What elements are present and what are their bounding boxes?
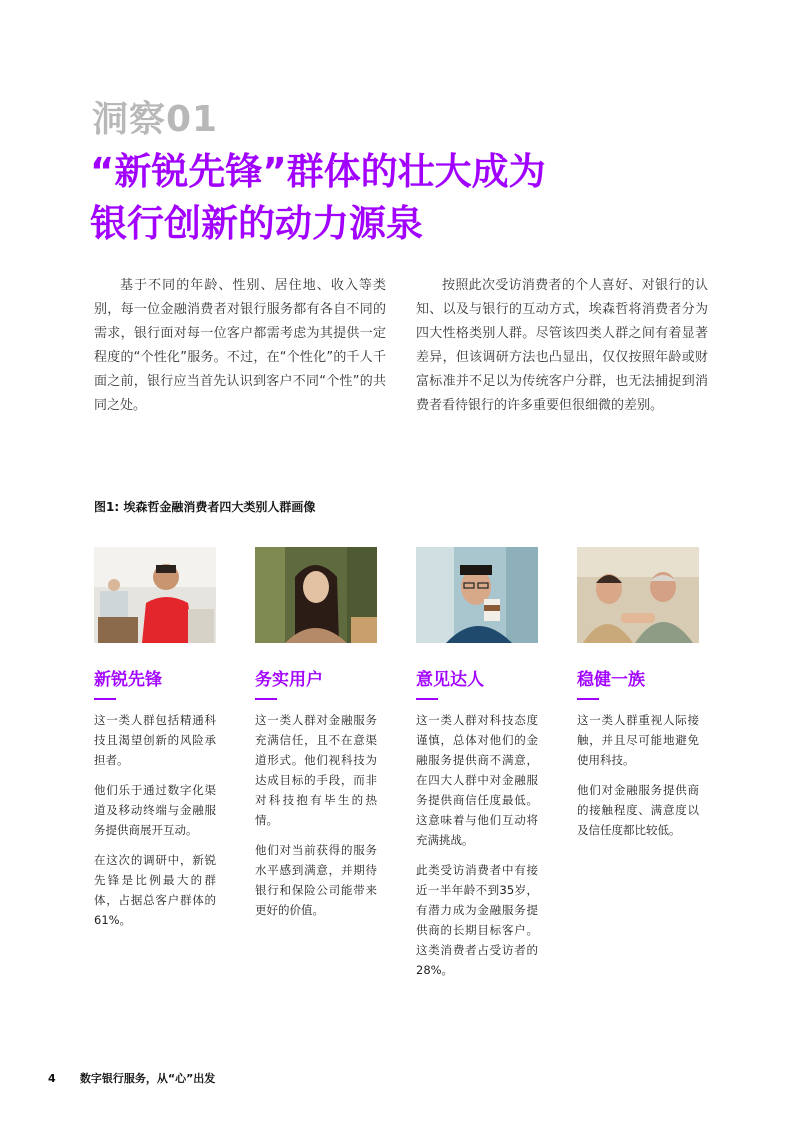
headline-line-2: 银行创新的动力源泉 (90, 202, 423, 245)
intro-paragraph-left: 基于不同的年龄、性别、居住地、收入等类别，每一位金融消费者对银行服务都有各自不同的需求，银行面对每一位客户都需考虑为其提供一定程度的“个性化”服务。不过，在“个性化”的千人千面之前，银行应当首先认识到客户不同“个性”的共同之处。 (94, 278, 386, 413)
persona-photo-steady (577, 547, 699, 643)
persona-card-pragmatist (255, 547, 377, 930)
persona-card-pioneer (94, 547, 216, 940)
persona-title: 务实用户 (255, 670, 323, 690)
persona-paragraph: 这一类人群包括精通科技且渴望创新的风险承担者。 (94, 713, 216, 767)
footer-title: 数字银行服务，从“心”出发 (79, 1072, 216, 1085)
page-headline (90, 146, 730, 250)
persona-paragraph: 这一类人群重视人际接触，并且尽可能地避免使用科技。 (577, 713, 699, 767)
persona-paragraph: 这一类人群对金融服务充满信任，且不在意渠道形式。他们视科技为达成目标的手段，而非对科技抱有毕生的热情。 (255, 713, 377, 827)
headline-line-1: “新锐先锋”群体的壮大成为 (90, 150, 546, 193)
persona-paragraph: 这一类人群对科技态度谨慎，总体对他们的金融服务提供商不满意，在四大人群中对金融服务提供商信任度最低。这意味着与他们互动将充满挑战。 (416, 713, 538, 847)
persona-title: 新锐先锋 (94, 670, 162, 690)
persona-photo-pioneer (94, 547, 216, 643)
page-number: 4 (48, 1072, 56, 1085)
figure-title: 图1: 埃森哲金融消费者四大类别人群画像 (94, 500, 316, 514)
woman-reading-photo (255, 547, 377, 643)
title-rule (255, 698, 277, 700)
title-rule (416, 698, 438, 700)
intro-paragraph-right: 按照此次受访消费者的个人喜好、对银行的认知、以及与银行的互动方式，埃森哲将消费者分为四大性格类别人群。尽管该四类人群之间有着显著差异，但该调研方法也凸显出，仅仅按照年龄或财富标准并不足以为传统客户分群，也无法捕捉到消费者看待银行的许多重要但很细微的差别。 (416, 278, 708, 413)
persona-paragraph: 他们对金融服务提供商的接触程度、满意度以及信任度都比较低。 (577, 783, 699, 837)
persona-paragraph: 在这次的调研中，新锐先锋是比例最大的群体，占据总客户群体的61%。 (94, 853, 216, 927)
persona-paragraph: 此类受访消费者中有接近一半年龄不到35岁，有潜力成为金融服务提供商的长期目标客户。这类消费者占受访者的28%。 (416, 863, 538, 977)
man-drinking-coffee-photo (416, 547, 538, 643)
section-eyebrow: 洞察01 (92, 99, 219, 140)
persona-card-opinionated (416, 547, 538, 990)
elderly-couple-photo (577, 547, 699, 643)
persona-photo-pragmatist (255, 547, 377, 643)
persona-paragraph: 他们乐于通过数字化渠道及移动终端与金融服务提供商展开互动。 (94, 783, 216, 837)
persona-title: 意见达人 (416, 670, 484, 690)
persona-card-steady (577, 547, 699, 850)
persona-title: 稳健一族 (577, 670, 645, 690)
title-rule (577, 698, 599, 700)
page-footer (48, 1070, 215, 1086)
persona-paragraph: 他们对当前获得的服务水平感到满意，并期待银行和保险公司能带来更好的价值。 (255, 843, 377, 917)
title-rule (94, 698, 116, 700)
persona-photo-opinionated (416, 547, 538, 643)
office-man-photo (94, 547, 216, 643)
